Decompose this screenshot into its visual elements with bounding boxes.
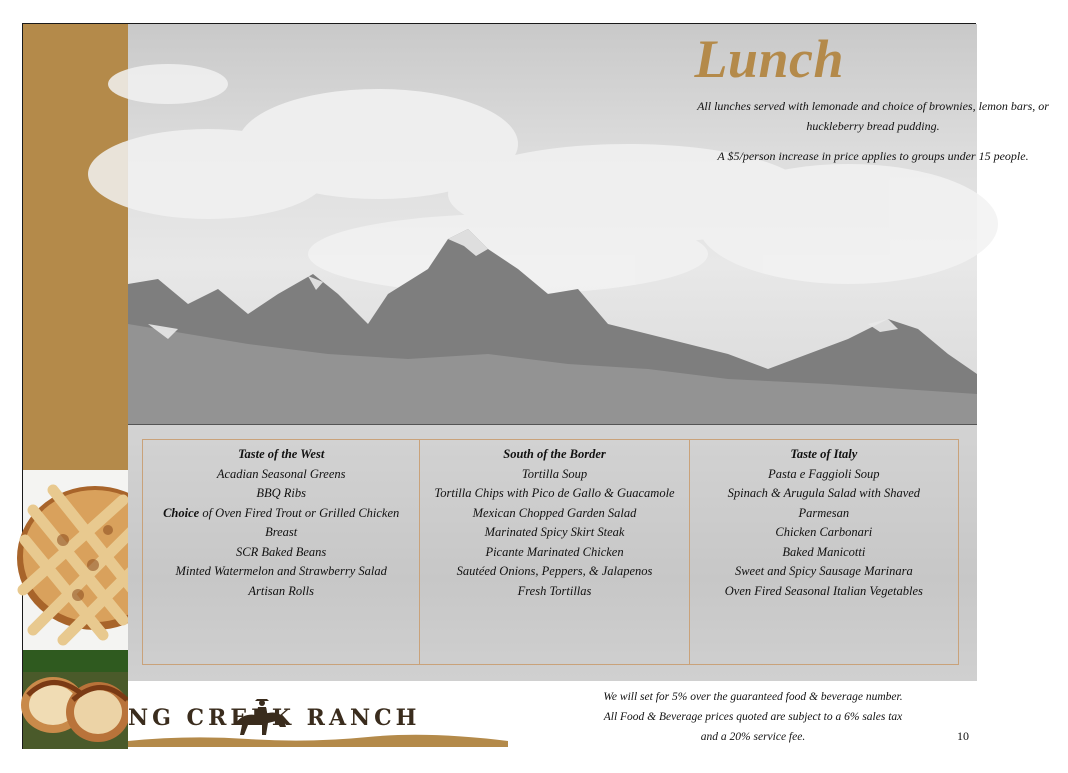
footer-notes bbox=[583, 687, 923, 747]
menu-item: Artisan Rolls bbox=[248, 583, 314, 598]
menu-item: Marinated Spicy Skirt Steak bbox=[484, 525, 625, 539]
menu-item-choice-label: Choice bbox=[163, 505, 200, 520]
menu-item bbox=[143, 504, 419, 524]
ranch-logo-text: NG CREEK RANCH bbox=[128, 705, 421, 731]
mountain-background bbox=[128, 24, 1049, 424]
menu-item: SCR Baked Beans bbox=[236, 544, 327, 559]
footer-line-3: and a 20% service fee. bbox=[700, 731, 806, 743]
ranch-logo bbox=[128, 691, 508, 747]
menu-title: Taste of Italy bbox=[790, 447, 858, 461]
menu-title: South of the Border bbox=[503, 447, 606, 461]
menu-item: Baked Manicotti bbox=[782, 544, 866, 559]
menu-item: Mexican Chopped Garden Salad bbox=[472, 505, 637, 520]
menu-panel bbox=[128, 424, 977, 682]
intro-line-1: All lunches served with lemonade and choice of brownies, lemon bars, or huckleberry bread pudding. bbox=[697, 99, 1049, 133]
menu-item: Oven Fired Seasonal Italian Vegetables bbox=[724, 583, 923, 598]
menu-item: BBQ Ribs bbox=[256, 486, 306, 500]
bread-photo bbox=[23, 650, 128, 749]
menu-item: Parmesan bbox=[798, 505, 850, 520]
menu-item: Sautéed Onions, Peppers, & Jalapenos bbox=[456, 564, 653, 578]
menu-item: Acadian Seasonal Greens bbox=[216, 466, 346, 481]
intro-text bbox=[678, 96, 1068, 176]
menu-item-text: of Oven Fired Trout or Grilled Chicken bbox=[199, 505, 400, 520]
menu-item: Sweet and Spicy Sausage Marinara bbox=[734, 564, 913, 578]
menu-column-border bbox=[420, 440, 689, 664]
pie-photo bbox=[23, 470, 128, 650]
menu-item: Pasta e Faggioli Soup bbox=[768, 466, 880, 481]
menu-item: Picante Marinated Chicken bbox=[485, 544, 624, 559]
menu-column-italy bbox=[690, 440, 958, 664]
menu-item: Fresh Tortillas bbox=[517, 583, 592, 598]
page-frame bbox=[22, 23, 1049, 749]
page-number: 10 bbox=[957, 729, 969, 743]
footer-line-1: We will set for 5% over the guaranteed food & beverage number. bbox=[603, 691, 903, 703]
footer-line-2: All Food & Beverage prices quoted are subject to a 6% sales tax bbox=[603, 711, 903, 723]
menu-item: Chicken Carbonari bbox=[775, 525, 873, 539]
page-title: Lunch bbox=[694, 29, 844, 89]
menu-table bbox=[142, 439, 959, 665]
menu-item: Spinach & Arugula Salad with Shaved bbox=[727, 486, 921, 500]
menu-item: Tortilla Chips with Pico de Gallo & Guacamole bbox=[434, 486, 675, 500]
menu-title: Taste of the West bbox=[238, 447, 325, 461]
footer bbox=[128, 681, 977, 750]
menu-item: Breast bbox=[265, 525, 298, 539]
intro-line-2: A $5/person increase in price applies to groups under 15 people. bbox=[717, 149, 1029, 163]
menu-item: Tortilla Soup bbox=[521, 466, 588, 481]
menu-item: Minted Watermelon and Strawberry Salad bbox=[175, 564, 387, 578]
menu-column-west bbox=[143, 440, 420, 664]
